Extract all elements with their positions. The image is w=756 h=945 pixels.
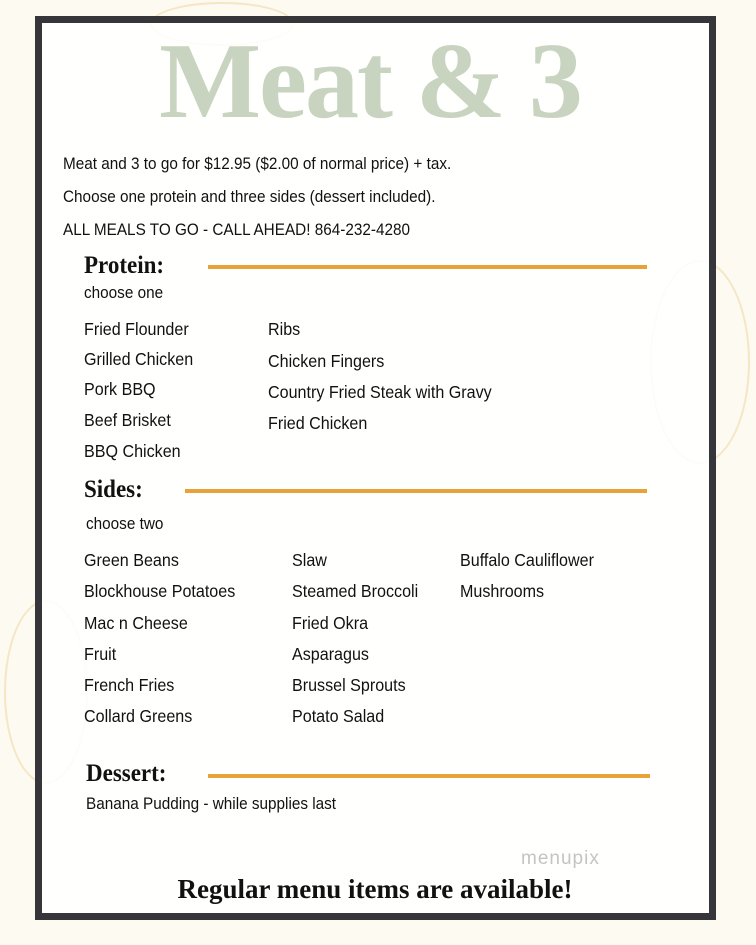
page-title: Meat & 3 [159,22,581,141]
side-item: Potato Salad [292,706,385,726]
protein-note: choose one [84,283,164,302]
side-item: Slaw [292,550,327,570]
side-item: Blockhouse Potatoes [84,581,236,601]
side-item: Steamed Broccoli [292,581,419,601]
sides-heading: Sides: [84,476,143,503]
protein-heading: Protein: [84,252,165,279]
side-item: French Fries [84,675,175,695]
side-item: Collard Greens [84,706,193,726]
side-item: Fried Okra [292,613,369,633]
intro-call-ahead: ALL MEALS TO GO - CALL AHEAD! 864-232-4280 [63,220,410,239]
dessert-divider [208,774,650,778]
protein-item: Beef Brisket [84,410,171,430]
protein-item: Fried Flounder [84,319,189,339]
protein-item: Fried Chicken [268,413,368,433]
side-item: Asparagus [292,644,369,664]
protein-item: Chicken Fingers [268,351,385,371]
protein-item: Grilled Chicken [84,349,194,369]
protein-item: Country Fried Steak with Gravy [268,382,492,402]
side-item: Brussel Sprouts [292,675,406,695]
protein-item: Ribs [268,319,301,339]
dessert-heading: Dessert: [86,760,167,787]
intro-price: Meat and 3 to go for $12.95 ($2.00 of normal price) + tax. [63,154,452,173]
intro-instructions: Choose one protein and three sides (dessert included). [63,187,436,206]
sides-note: choose two [86,514,164,533]
footer-note: Regular menu items are available! [177,874,573,904]
dessert-item: Banana Pudding - while supplies last [86,794,337,813]
side-item: Mac n Cheese [84,613,188,633]
protein-item: BBQ Chicken [84,441,181,461]
protein-divider [208,265,647,269]
side-item: Fruit [84,644,117,664]
protein-item: Pork BBQ [84,379,156,399]
side-item: Green Beans [84,550,179,570]
side-item: Buffalo Cauliflower [460,550,594,570]
side-item: Mushrooms [460,581,545,601]
sides-divider [185,489,647,493]
watermark: menupix [521,848,600,869]
